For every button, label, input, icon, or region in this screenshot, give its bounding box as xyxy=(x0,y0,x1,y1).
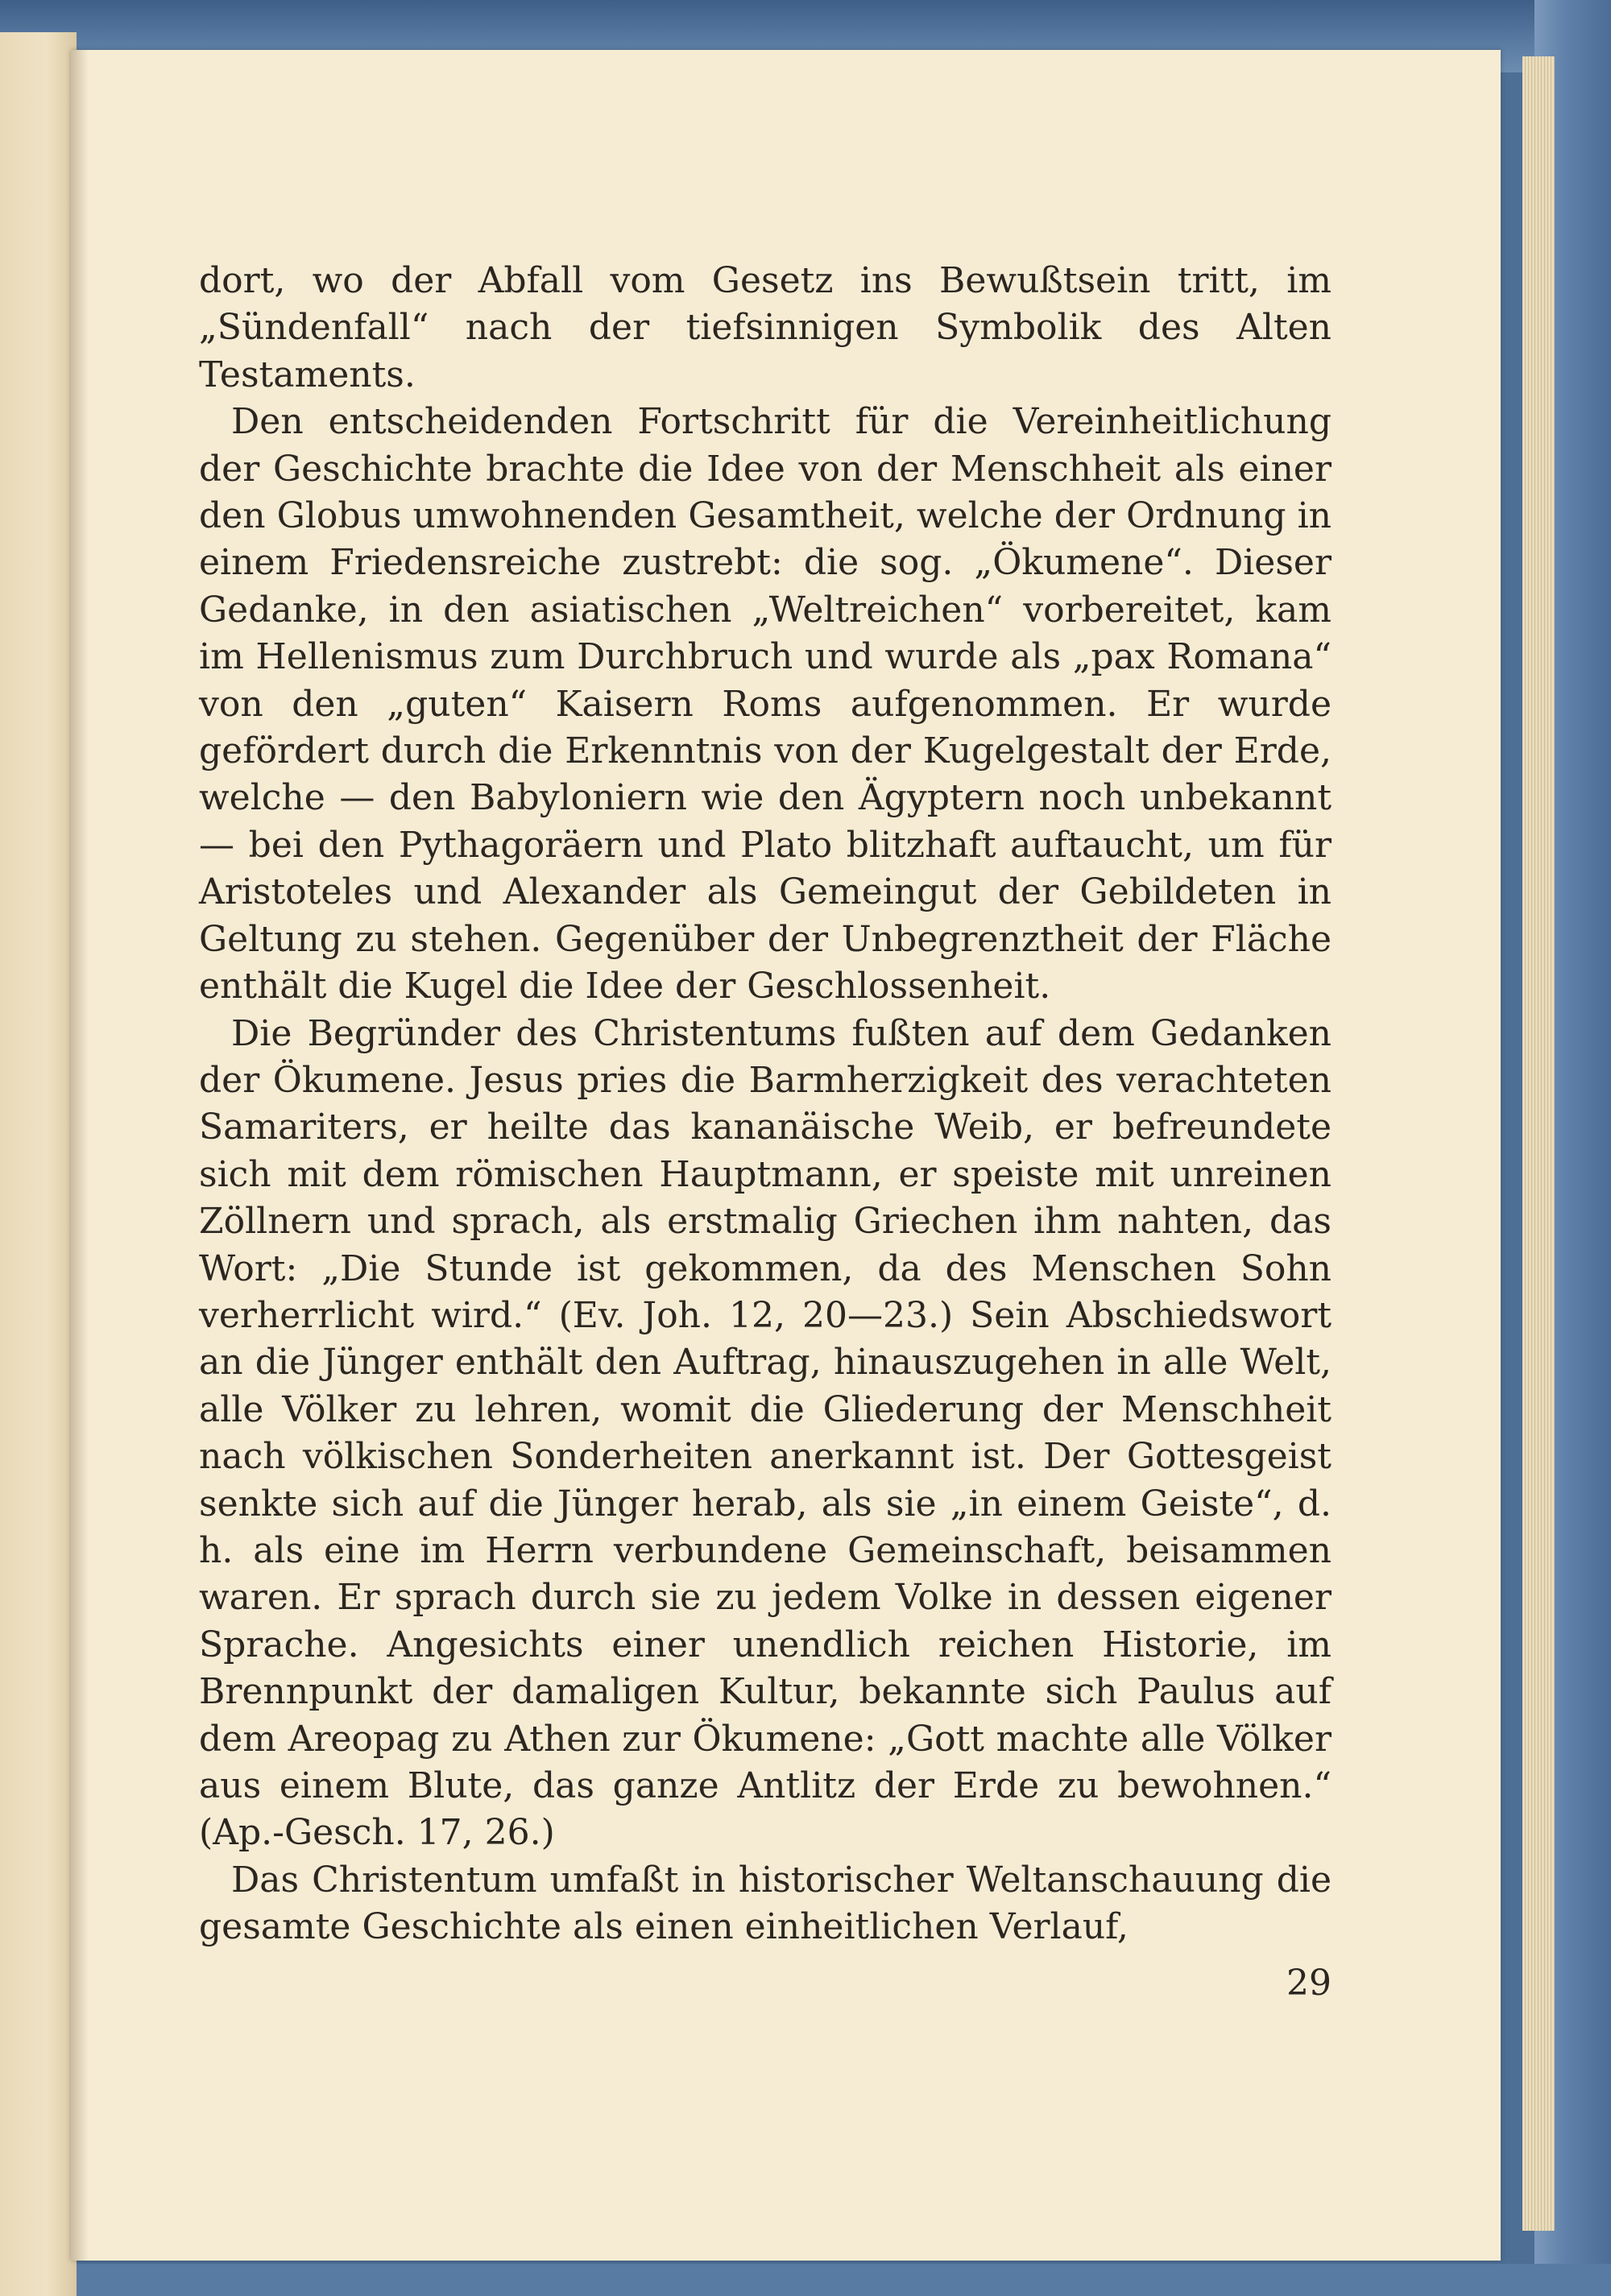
page-number: 29 xyxy=(1286,1963,1331,2004)
previous-page-edge xyxy=(0,32,77,2296)
paragraph-1: dort, wo der Abfall vom Gesetz ins Bewußtsein tritt, im „Sündenfall“ nach der tiefsinnigen Symbolik des Alten Testaments. xyxy=(199,260,1331,395)
paragraph-4: Das Christentum umfaßt in historischer Weltanschauung die gesamte Geschichte als einen einheitlichen Verlauf, xyxy=(199,1859,1331,1948)
book-page xyxy=(71,50,1501,2261)
paragraph-2: Den entscheidenden Fortschritt für die Vereinheitlichung der Geschichte brachte die Idee von der Menschheit als einer den Globus umwohnenden Gesamtheit, welche der Ordnung in einem Friedensreiche zustrebt: die sog. „Ökumene“. Dieser Gedanke, in den asiatischen „Weltreichen“ vorbereitet, kam im Hellenismus zum Durchbruch und wurde als „pax Romana“ von den „guten“ Kaisern Roms aufgenommen. Er wurde gefördert durch die Erkenntnis von der Kugelgestalt der Erde, welche — den Babyloniern wie den Ägyptern noch unbekannt — bei den Pythagoräern und Plato blitzhaft auftaucht, um für Aristoteles und Alexander als Gemeingut der Gebildeten in Geltung zu stehen. Gegenüber der Unbegrenztheit der Fläche enthält die Kugel die Idee der Geschlossenheit. xyxy=(199,401,1331,1007)
spine-shadow xyxy=(71,50,89,2261)
book-cover-bottom xyxy=(0,2264,1611,2296)
page-stack-edges xyxy=(1522,56,1555,2231)
paragraph-3: Die Begründer des Christentums fußten auf dem Gedanken der Ökumene. Jesus pries die Barmherzigkeit des verachteten Samariters, er heilte das kananäische Weib, er befreundete sich mit dem römischen Hauptmann, er speiste mit unreinen Zöllnern und sprach, als erstmalig Griechen ihm nahten, das Wort: „Die Stunde ist gekommen, da des Menschen Sohn verherrlicht wird.“ (Ev. Joh. 12, 20—23.) Sein Abschiedswort an die Jünger enthält den Auftrag, hinauszugehen in alle Welt, alle Völker zu lehren, womit die Gliederung der Menschheit nach völkischen Sonderheiten anerkannt ist. Der Gottesgeist senkte sich auf die Jünger herab, als sie „in einem Geiste“, d. h. als eine im Herrn verbundene Gemeinschaft, beisammen waren. Er sprach durch sie zu jedem Volke in dessen eigener Sprache. Angesichts einer unendlich reichen Historie, im Brennpunkt der damaligen Kultur, bekannte sich Paulus auf dem Areopag zu Athen zur Ökumene: „Gott machte alle Völker aus einem Blute, das ganze Antlitz der Erde zu bewohnen.“ (Ap.-Gesch. 17, 26.) xyxy=(199,1012,1331,1854)
body-text xyxy=(199,258,1331,1951)
